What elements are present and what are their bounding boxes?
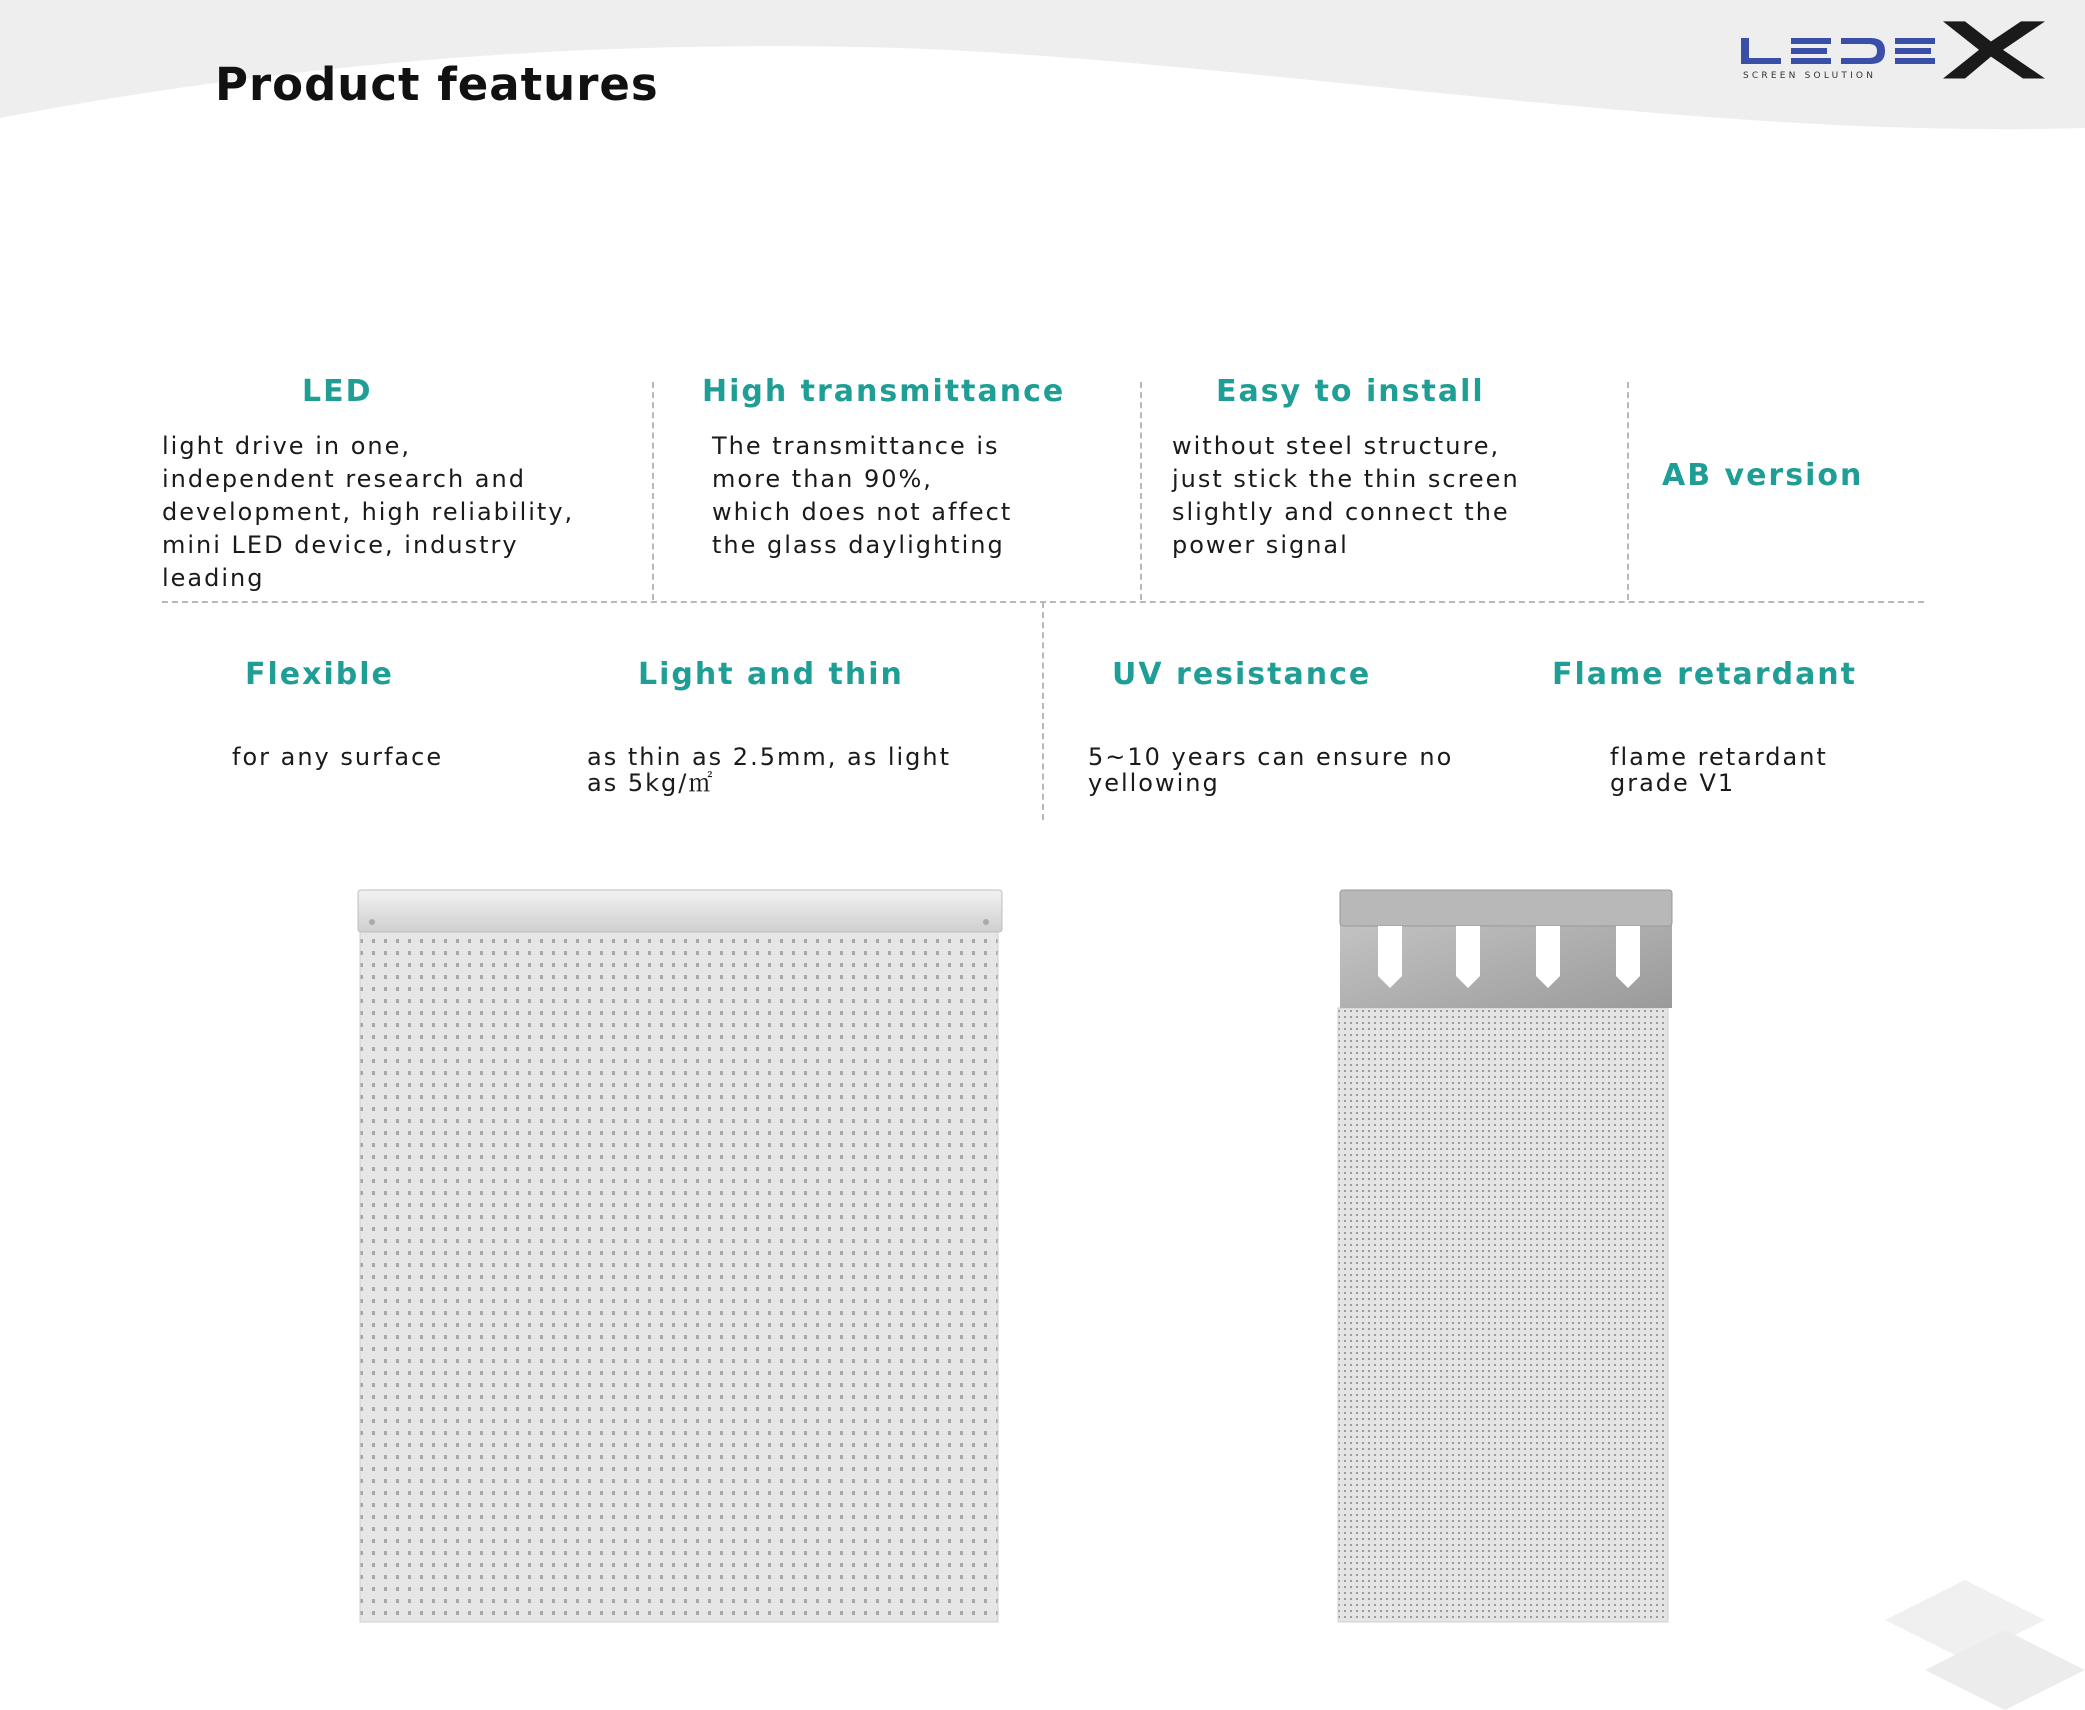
description-line: which does not affect [712, 498, 1013, 526]
column-divider [1627, 382, 1629, 600]
description-line: as thin as 2.5mm, as light [587, 743, 952, 771]
description-line: grade V1 [1610, 769, 1736, 797]
feature-easy-install-title: Easy to install [1216, 374, 1485, 409]
column-divider [1140, 382, 1142, 600]
feature-flexible-description [232, 744, 443, 770]
description-line: 5~10 years can ensure no [1088, 743, 1454, 771]
feature-led-title: LED [302, 374, 373, 409]
column-divider [1042, 602, 1044, 820]
description-line: slightly and connect the [1172, 498, 1510, 526]
svg-text:SCREEN SOLUTION: SCREEN SOLUTION [1743, 71, 1877, 81]
feature-light-thin-description [587, 744, 951, 796]
description-line: power signal [1172, 531, 1349, 559]
feature-flexible-title: Flexible [245, 657, 394, 692]
ledex-logo [1739, 18, 2049, 82]
description-line: just stick the thin screen [1172, 465, 1520, 493]
feature-high-transmittance-title: High transmittance [702, 374, 1066, 409]
description-line: more than 90%, [712, 465, 933, 493]
description-line: without steel structure, [1172, 432, 1501, 460]
description-line: The transmittance is [712, 432, 1000, 460]
description-line: the glass daylighting [712, 531, 1005, 559]
column-divider [652, 382, 654, 600]
feature-easy-install-description [1172, 430, 1520, 562]
description-line: mini LED device, industry [162, 531, 519, 559]
product-image-narrow-panel [1336, 888, 1676, 1626]
feature-led-description [162, 430, 574, 595]
description-line: independent research and [162, 465, 526, 493]
corner-decoration [1845, 1580, 2085, 1710]
page-title: Product features [215, 58, 659, 111]
description-line: flame retardant [1610, 743, 1828, 771]
feature-light-thin-title: Light and thin [638, 657, 904, 692]
description-line: for any surface [232, 743, 444, 771]
feature-flame-retardant-title: Flame retardant [1552, 657, 1858, 692]
feature-flame-retardant-description [1610, 744, 1828, 796]
description-line: as 5kg/㎡ [587, 769, 715, 797]
feature-ab-version-title: AB version [1662, 458, 1864, 493]
feature-uv-resistance-description [1088, 744, 1453, 796]
description-line: leading [162, 564, 265, 592]
description-line: light drive in one, [162, 432, 411, 460]
product-image-wide-panel [356, 888, 1004, 1626]
description-line: development, high reliability, [162, 498, 575, 526]
feature-uv-resistance-title: UV resistance [1112, 657, 1372, 692]
feature-high-transmittance-description [712, 430, 1012, 562]
description-line: yellowing [1088, 769, 1220, 797]
